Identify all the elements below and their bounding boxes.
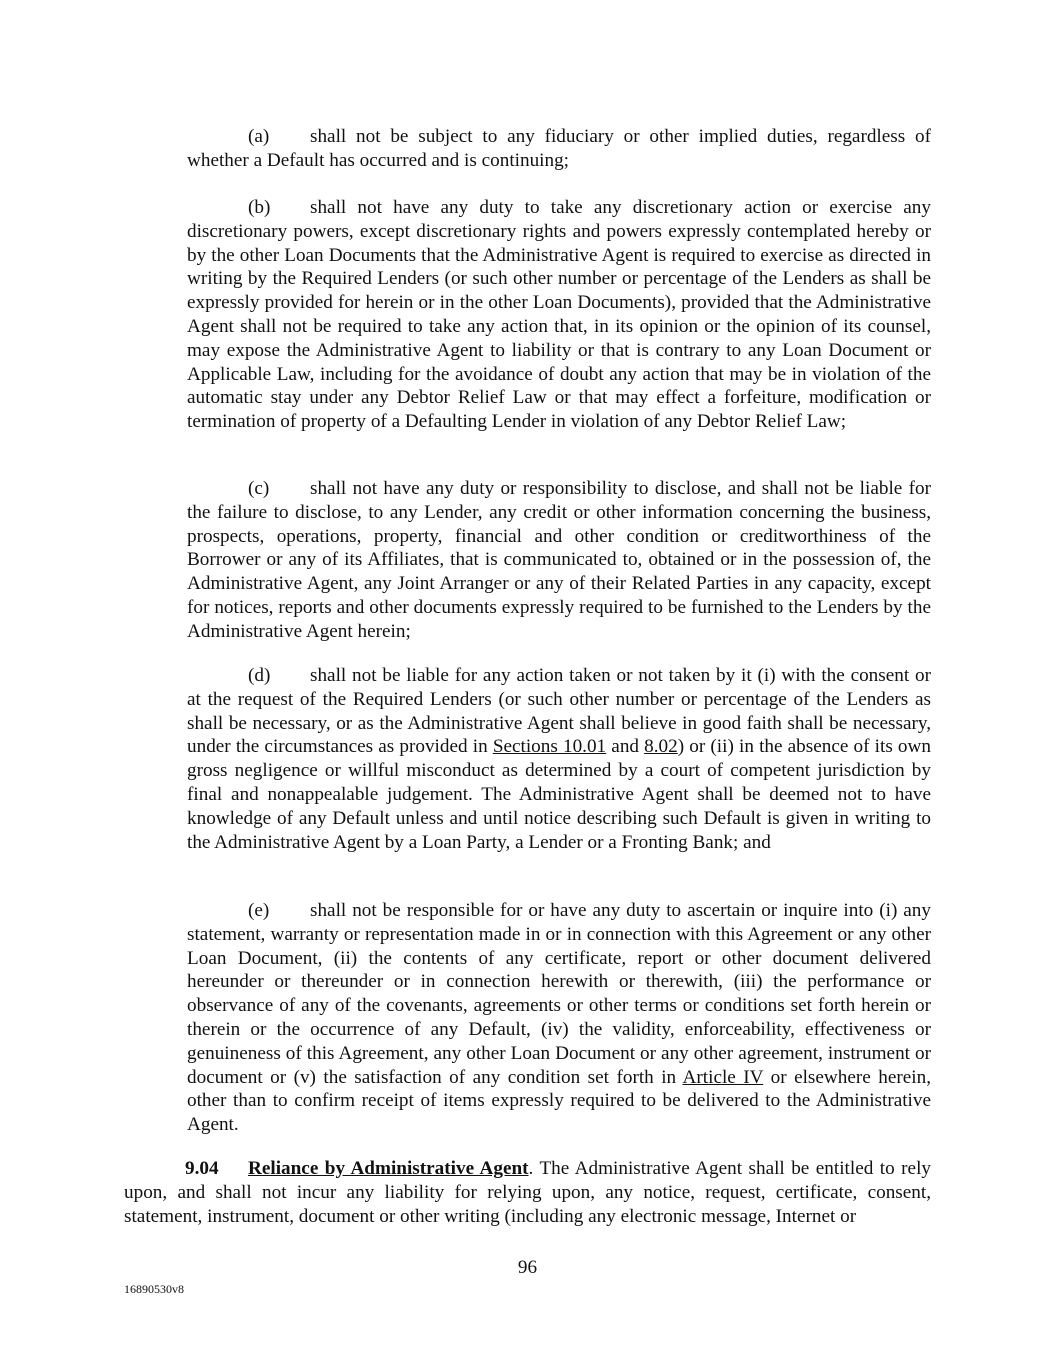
clause-e-text-2: or elsewhere herein, other than to confirm receipt of items expressly required to be delivered to the Administrative Agent. [187,1066,931,1136]
article-iv-reference: Article IV [682,1066,764,1088]
sections-10-01-reference: Sections 10.01 [492,736,607,758]
clause-b-label: (b) [248,197,271,218]
clause-c [187,477,931,644]
page-number: 96 [517,1257,538,1278]
section-heading: Reliance by Administrative Agent [248,1158,529,1179]
clause-d-text-1: shall not be liable for any action taken or not taken by it (i) with the consent or at the request of the Required Lenders (or such other number or percentage of the Lenders as shall be necessary, or as the Administrative Agent shall believe in good faith shall be necessary, under the circumstances as provided in [187,665,931,758]
clause-a-text: shall not be subject to any fiduciary or other implied duties, regardless of whether a Default has occurred and is continuing; [187,126,931,171]
clause-e-text-1: shall not be responsible for or have any duty to ascertain or inquire into (i) any statement, warranty or representation made in or in connection with this Agreement or any other Loan Document, (ii) the contents of any certificate, report or other document delivered hereunder or thereunder or in connection herewith or therewith, (iii) the performance or observance of any of the covenants, agreements or other terms or conditions set forth herein or therein or the occurrence of any Default, (iv) the validity, enforceability, effectiveness or genuineness of this Agreement, any other Loan Document or any other agreement, instrument or document or (v) the satisfaction of any condition set forth in [187,900,931,1088]
clause-d [187,664,931,854]
clause-c-text: shall not have any duty or responsibility to disclose, and shall not be liable for the failure to disclose, to any Lender, any credit or other information concerning the business, prospects, operations, property, financial and other condition or creditworthiness of the Borrower or any of its Affiliates, that is communicated to, obtained or in the possession of, the Administrative Agent, any Joint Arranger or any of their Related Parties in any capacity, except for notices, reports and other documents expressly required to be furnished to the Lenders by the Administrative Agent herein; [187,478,931,642]
clause-b-text: shall not have any duty to take any discretionary action or exercise any discretionary powers, except discretionary rights and powers expressly contemplated hereby or by the other Loan Documents that the Administrative Agent is required to exercise as directed in writing by the Required Lenders (or such other number or percentage of the Lenders as shall be expressly provided for herein or in the other Loan Documents), provided that the Administrative Agent shall not be required to take any action that, in its opinion or the opinion of its counsel, may expose the Administrative Agent to liability or that is contrary to any Loan Document or Applicable Law, including for the avoidance of doubt any action that may be in violation of the automatic stay under any Debtor Relief Law or that may effect a forfeiture, modification or termination of property of a Defaulting Lender in violation of any Debtor Relief Law; [187,197,931,433]
clause-e [187,899,931,1137]
clause-d-text-3: ) or (ii) in the absence of its own gross negligence or willful misconduct as determined by a court of competent jurisdiction by final and nonappealable judgement. The Administrative Agent shall be deemed not to have knowledge of any Default unless and until notice describing such Default is given in writing to the Administrative Agent by a Loan Party, a Lender or a Fronting Bank; and [187,736,931,853]
section-number: 9.04 [185,1158,219,1179]
section-9-04 [124,1157,931,1228]
clause-a-label: (a) [248,126,270,147]
clause-d-text-2: and [606,736,645,758]
clause-b [187,196,931,434]
clause-d-label: (d) [248,665,271,686]
clause-c-label: (c) [248,478,270,499]
clause-e-label: (e) [248,900,270,921]
section-text: . The Administrative Agent shall be entitled to rely upon, and shall not incur any liability for relying upon, any notice, request, certificate, consent, statement, instrument, document or other writing (including any electronic message, Internet or [124,1158,931,1227]
section-8-02-reference: 8.02 [644,736,678,758]
clause-a [187,125,931,173]
document-id: 16890530v8 [124,1282,184,1296]
